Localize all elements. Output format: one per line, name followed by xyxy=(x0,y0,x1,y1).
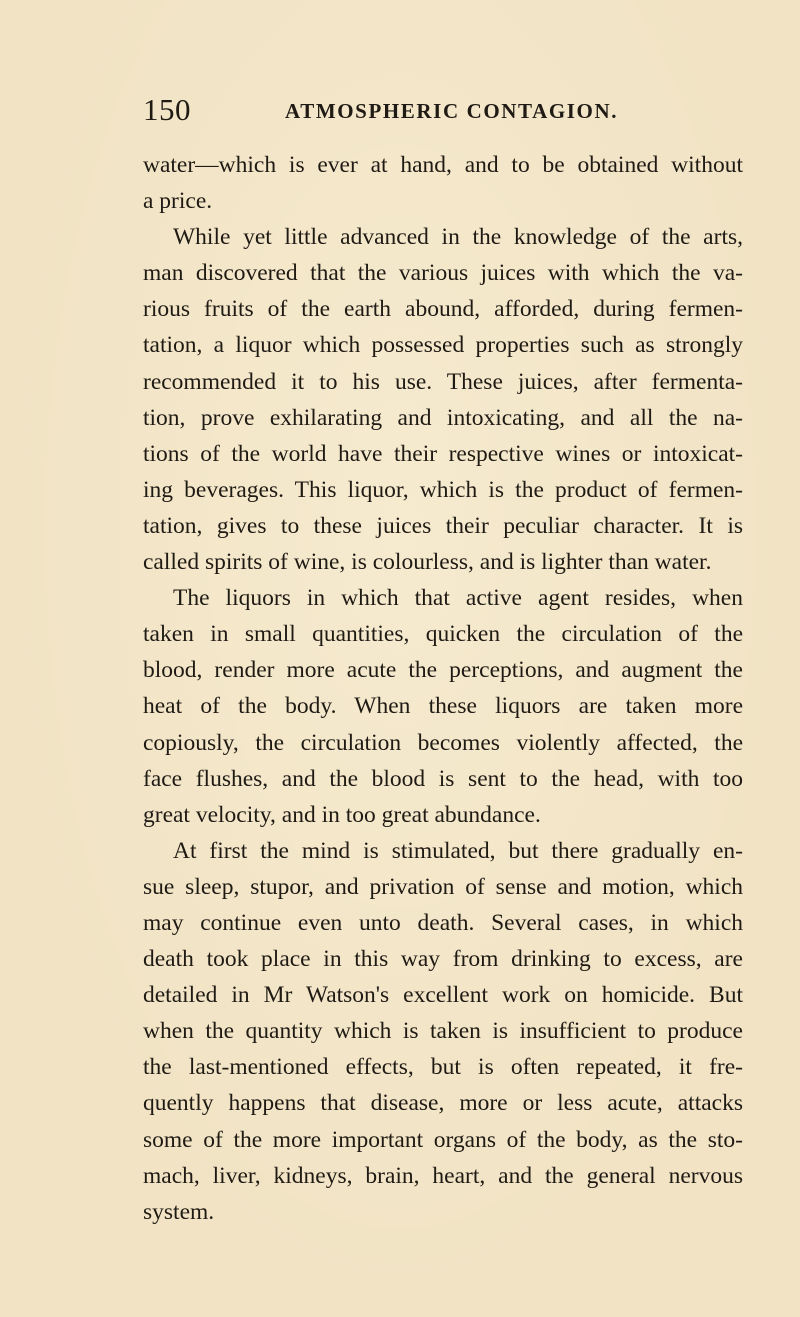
text-line: great velocity, and in too great abundance. xyxy=(143,801,541,828)
text-line: tions of the world have their respective wines or intoxicat- xyxy=(143,440,743,467)
text-line: the last-mentioned effects, but is often repeated, it fre- xyxy=(143,1054,743,1081)
text-line: tation, a liquor which possessed properties such as strongly xyxy=(143,332,743,359)
text-line: system. xyxy=(143,1198,215,1225)
text-line: The liquors in which that active agent resides, when xyxy=(173,585,743,612)
text-line: some of the more important organs of the body, as the sto- xyxy=(143,1126,743,1153)
text-line: tation, gives to these juices their peculiar character. It is xyxy=(143,512,743,539)
text-line: detailed in Mr Watson's excellent work on homicide. But xyxy=(143,982,743,1009)
text-line: death took place in this way from drinking to excess, are xyxy=(143,946,743,973)
page-number: 150 xyxy=(143,92,191,127)
body-text xyxy=(143,147,743,1230)
text-line: man discovered that the various juices with which the va- xyxy=(143,260,743,287)
text-line: recommended it to his use. These juices, after fermenta- xyxy=(143,368,743,395)
text-line: blood, render more acute the perceptions, and augment the xyxy=(143,657,743,684)
text-line: heat of the body. When these liquors are taken more xyxy=(143,693,743,720)
text-line: tion, prove exhilarating and intoxicating, and all the na- xyxy=(143,404,743,431)
text-line: rious fruits of the earth abound, afforded, during fermen- xyxy=(143,296,743,323)
running-head xyxy=(143,92,743,132)
text-line: called spirits of wine, is colourless, and is lighter than water. xyxy=(143,549,712,576)
text-line: At first the mind is stimulated, but there gradually en- xyxy=(173,837,743,864)
text-line: copiously, the circulation becomes violently affected, the xyxy=(143,729,743,756)
text-line: face flushes, and the blood is sent to the head, with too xyxy=(143,765,743,792)
text-line: when the quantity which is taken is insufficient to produce xyxy=(143,1018,743,1045)
text-line: taken in small quantities, quicken the circulation of the xyxy=(143,621,743,648)
text-line: While yet little advanced in the knowledge of the arts, xyxy=(173,224,743,251)
text-line: ing beverages. This liquor, which is the product of fermen- xyxy=(143,476,743,503)
text-line: sue sleep, stupor, and privation of sense and motion, which xyxy=(143,873,743,900)
text-line: a price. xyxy=(143,188,213,215)
text-line: mach, liver, kidneys, brain, heart, and the general nervous xyxy=(143,1162,743,1189)
running-title: ATMOSPHERIC CONTAGION. xyxy=(285,99,619,123)
text-line: may continue even unto death. Several cases, in which xyxy=(143,909,743,936)
text-line: water—which is ever at hand, and to be obtained without xyxy=(143,152,743,178)
text-line: quently happens that disease, more or less acute, attacks xyxy=(143,1090,743,1117)
